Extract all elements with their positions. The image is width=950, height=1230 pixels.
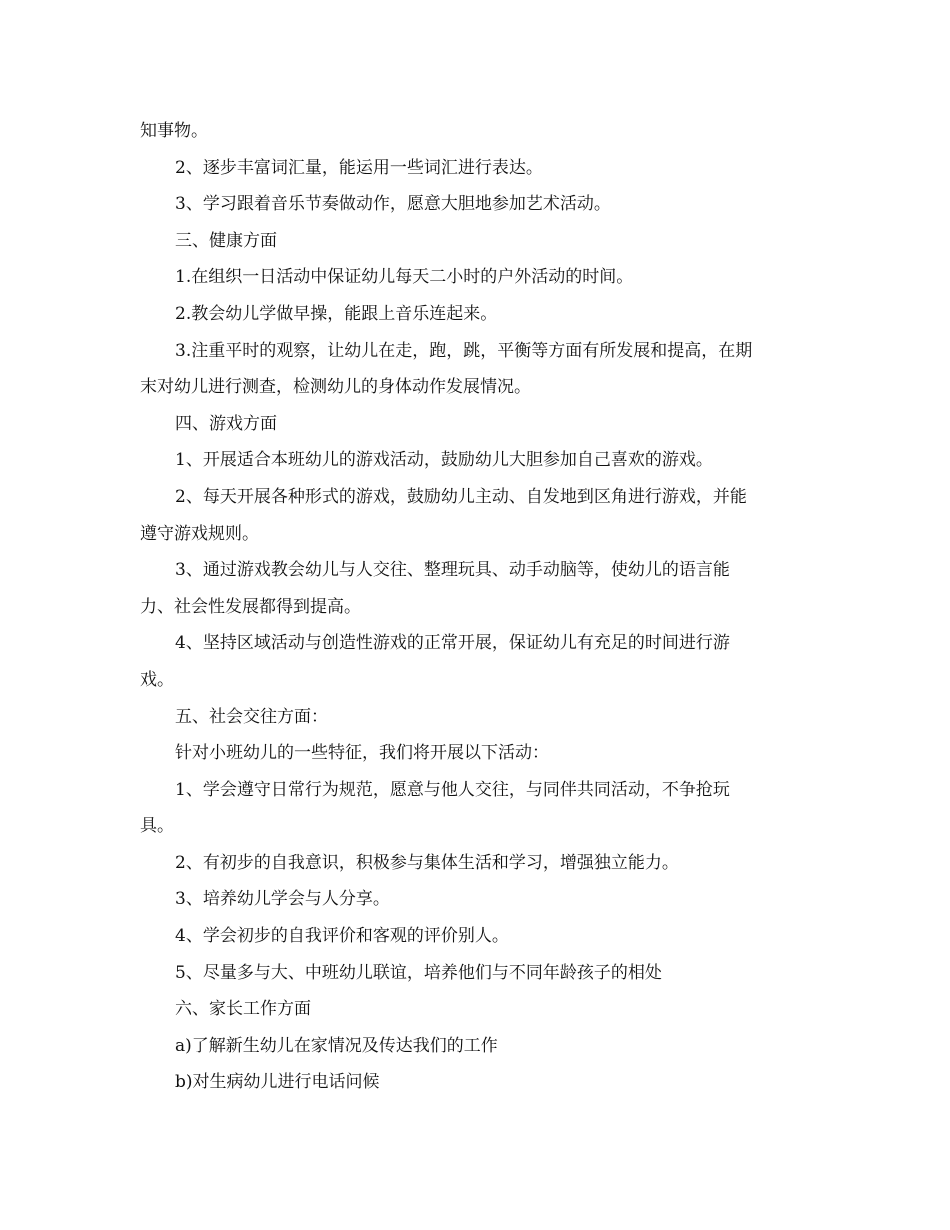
text-line: 3、学习跟着音乐节奏做动作，愿意大胆地参加艺术活动。 — [175, 194, 611, 215]
text-line: 3、培养幼儿学会与人分享。 — [175, 889, 390, 910]
text-line: 末对幼儿进行测查，检测幼儿的身体动作发展情况。 — [140, 377, 531, 398]
text-line: 2、每天开展各种形式的游戏，鼓励幼儿主动、自发地到区角进行游戏，并能 — [175, 486, 747, 507]
text-line: 3.注重平时的观察，让幼儿在走，跑，跳，平衡等方面有所发展和提高，在期 — [175, 340, 753, 361]
text-line: 2、逐步丰富词汇量，能运用一些词汇进行表达。 — [175, 157, 543, 178]
document-body — [140, 113, 820, 1101]
text-line: 2、有初步的自我意识，积极参与集体生活和学习，增强独立能力。 — [175, 852, 679, 873]
text-line: 4、坚持区域活动与创造性游戏的正常开展，保证幼儿有充足的时间进行游 — [175, 633, 730, 654]
text-line: 遵守游戏规则。 — [140, 523, 259, 544]
text-line: 戏。 — [140, 669, 174, 690]
text-line: a)了解新生幼儿在家情况及传达我们的工作 — [175, 1035, 498, 1056]
text-line: 1.在组织一日活动中保证幼儿每天二小时的户外活动的时间。 — [175, 267, 634, 288]
text-line: 4、学会初步的自我评价和客观的评价别人。 — [175, 926, 509, 947]
section-heading-games: 四、游戏方面 — [175, 413, 277, 434]
section-heading-health: 三、健康方面 — [175, 230, 277, 251]
text-line: 1、学会遵守日常行为规范，愿意与他人交往，与同伴共同活动，不争抢玩 — [175, 779, 730, 800]
text-line: 3、通过游戏教会幼儿与人交往、整理玩具、动手动脑等，使幼儿的语言能 — [175, 560, 730, 581]
section-heading-parents: 六、家长工作方面 — [175, 999, 311, 1020]
text-line: 知事物。 — [140, 121, 208, 141]
text-line: 力、社会性发展都得到提高。 — [140, 596, 361, 617]
text-line: 具。 — [140, 816, 174, 837]
text-line: b)对生病幼儿进行电话问候 — [175, 1072, 380, 1093]
text-line: 2.教会幼儿学做早操，能跟上音乐连起来。 — [175, 303, 498, 324]
text-line: 5、尽量多与大、中班幼儿联谊，培养他们与不同年龄孩子的相处 — [175, 962, 662, 983]
text-line: 1、开展适合本班幼儿的游戏活动，鼓励幼儿大胆参加自己喜欢的游戏。 — [175, 450, 713, 471]
text-line: 针对小班幼儿的一些特征，我们将开展以下活动： — [175, 743, 549, 764]
section-heading-social: 五、社会交往方面： — [175, 706, 328, 727]
